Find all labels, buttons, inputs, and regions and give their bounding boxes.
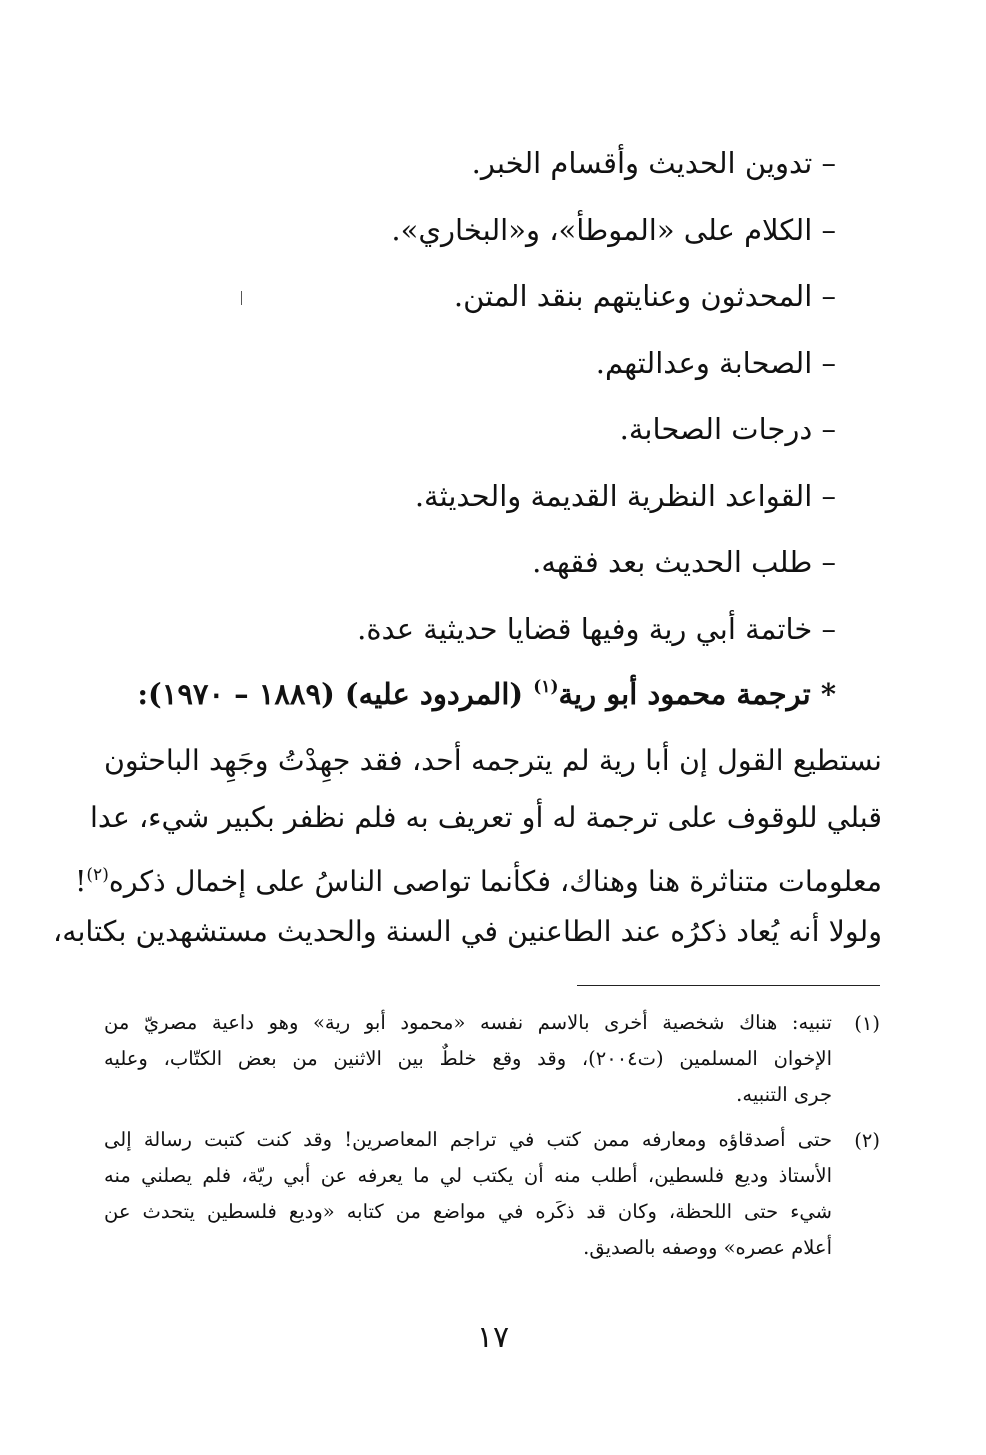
paragraph-line: ولولا أنه يُعاد ذكرُه عند الطاعنين في السنة والحديث مستشهدين بكتابه، — [53, 915, 882, 948]
footnote-line: تنبيه: هناك شخصية أخرى بالاسم نفسه «محمود أبو رية» وهو داعية مصريّ من — [104, 1011, 832, 1034]
list-item: – المحدثون وعنايتهم بنقد المتن. — [453, 279, 836, 313]
body-paragraph — [53, 735, 882, 963]
page-number: ١٧ — [476, 1320, 510, 1355]
list-item: – طلب الحديث بعد فقهه. — [532, 545, 836, 579]
heading-text: * ترجمة محمود أبو رية — [558, 677, 836, 711]
exclamation-mark: ! — [74, 865, 87, 898]
paragraph-line: قبلي للوقوف على ترجمة له أو تعريف به فلم نظفر بكبير شيء، عدا — [90, 801, 882, 834]
footnotes — [104, 1005, 880, 1275]
list-item: – تدوين الحديث وأقسام الخبر. — [471, 146, 836, 180]
footnote-line: شيء حتى اللحظة، وكان قد ذكَره في مواضع من كتابه «وديع فلسطين يتحدث عن — [104, 1200, 832, 1223]
paragraph-line: نستطيع القول إن أبا رية لم يترجمه أحد، فقد جهِدْتُ وجَهِد الباحثون — [104, 744, 882, 777]
scan-artifact — [241, 291, 242, 305]
section-heading — [116, 662, 836, 719]
footnote-reference-1[interactable]: (١) — [533, 677, 559, 697]
list-item: – درجات الصحابة. — [619, 412, 836, 446]
footnote-number: (١) — [854, 1012, 880, 1035]
footnote-line: الأستاذ وديع فلسطين، أطلب منه أن يكتب لي ما يعرفه عن أبي ريّة، فلم يصلني منه — [104, 1164, 832, 1187]
paragraph-line — [74, 849, 882, 906]
heading-text-rest: (المردود عليه) (١٨٨٩ – ١٩٧٠): — [137, 677, 534, 711]
list-item: – خاتمة أبي رية وفيها قضايا حديثية عدة. — [357, 611, 836, 646]
footnote-separator — [577, 985, 880, 986]
footnote-line: جرى التنبيه. — [736, 1083, 832, 1106]
footnote-2 — [104, 1122, 880, 1266]
footnote-number: (٢) — [854, 1129, 880, 1152]
footnote-line: الإخوان المسلمين (ت٢٠٠٤)، وقد وقع خلطٌ بين الاثنين من بعض الكتّاب، وعليه — [104, 1047, 832, 1070]
footnote-line: أعلام عصره» ووصفه بالصديق. — [583, 1236, 832, 1259]
footnote-reference-2[interactable]: (٢) — [86, 865, 109, 885]
topics-list — [136, 138, 836, 670]
list-item: – الكلام على «الموطأ»، و«البخاري». — [391, 212, 836, 247]
list-item: – القواعد النظرية القديمة والحديثة. — [414, 478, 836, 513]
footnote-line: حتى أصدقاؤه ومعارفه ممن كتب في تراجم المعاصرين! وقد كنت كتبت رسالة إلى — [104, 1128, 832, 1151]
list-item: – الصحابة وعدالتهم. — [595, 345, 836, 380]
paragraph-line-text: معلومات متناثرة هنا وهناك، فكأنما تواصى الناسُ على إخمال ذكره — [108, 865, 882, 898]
footnote-1 — [104, 1005, 880, 1113]
